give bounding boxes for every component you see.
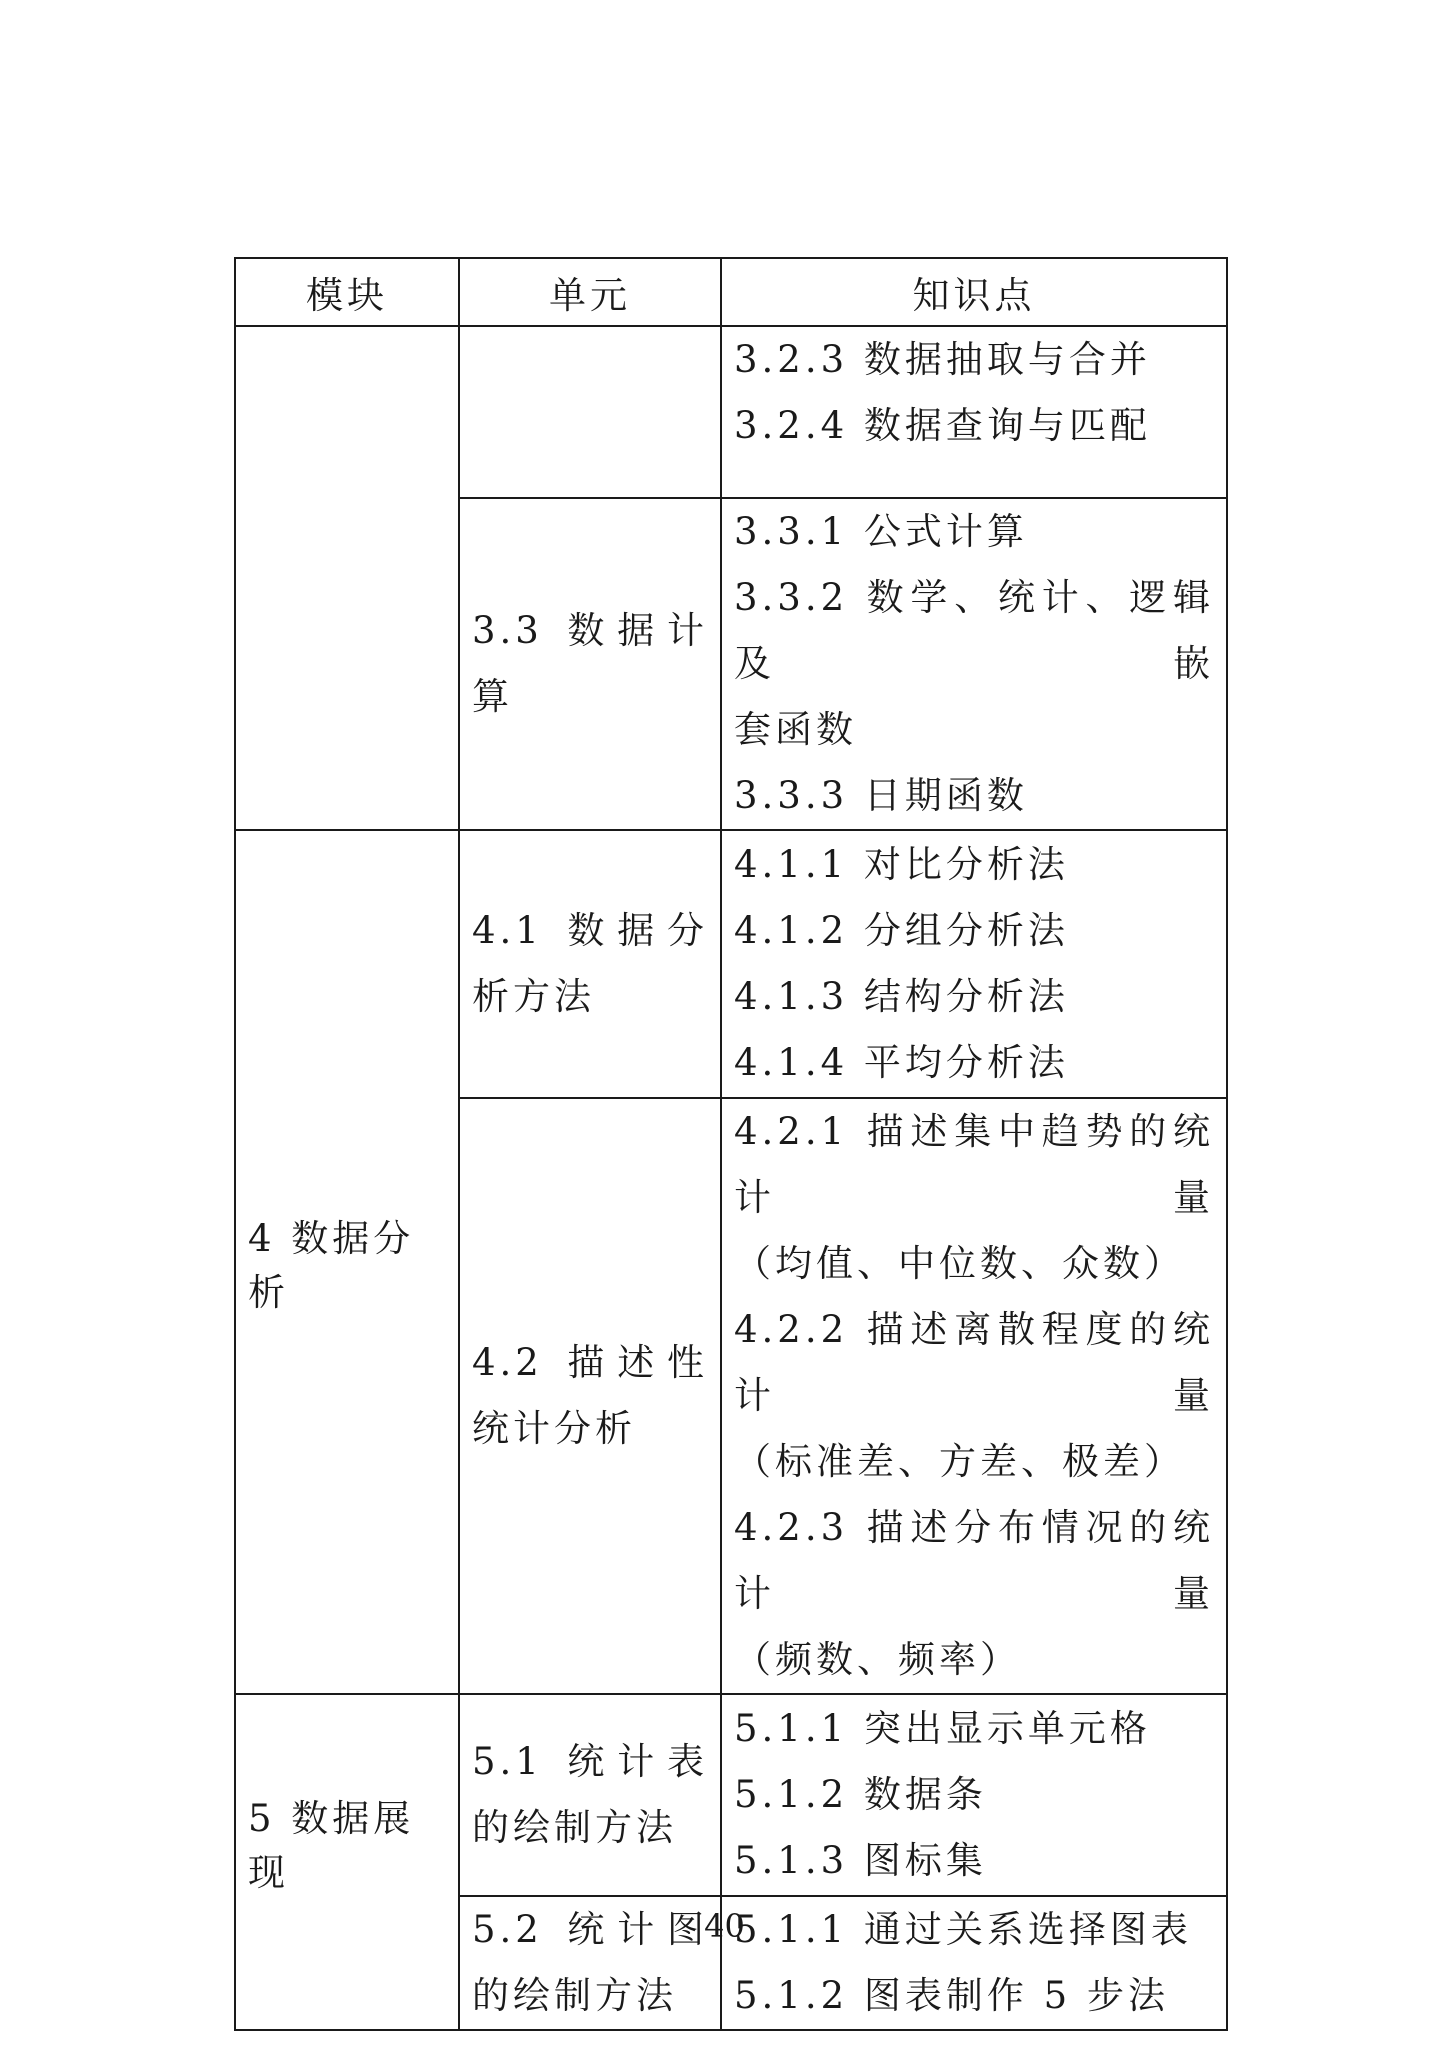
- header-module: 模块: [235, 258, 459, 326]
- knowledge-cell: [721, 326, 1227, 498]
- knowledge-item: 3.3.2 数学、统计、逻辑及嵌: [734, 576, 1214, 685]
- unit-cell-empty: [459, 326, 721, 498]
- knowledge-item: 3.3.3 日期函数: [734, 774, 1028, 817]
- table-row: [235, 830, 1227, 1098]
- unit-cell: 4.1 数据分析方法: [459, 830, 721, 1098]
- knowledge-item: 3.2.4 数据查询与匹配: [734, 404, 1151, 447]
- knowledge-item: 5.1.2 图表制作 5 步法: [734, 1974, 1169, 2017]
- header-unit: 单元: [459, 258, 721, 326]
- knowledge-item: 3.2.3 数据抽取与合并: [734, 338, 1151, 381]
- unit-cell: 3.3 数据计算: [459, 498, 721, 830]
- knowledge-item: 套函数: [734, 708, 857, 751]
- knowledge-item: 5.1.2 数据条: [734, 1773, 987, 1816]
- unit-cell: 4.2 描述性统计分析: [459, 1098, 721, 1694]
- knowledge-item: （均值、中位数、众数）: [734, 1242, 1185, 1285]
- unit-cell: 5.2 统计图的绘制方法: [459, 1896, 721, 2030]
- knowledge-item: 4.2.3 描述分布情况的统计量: [734, 1506, 1214, 1615]
- module-cell-empty: [235, 326, 459, 830]
- knowledge-item: （频数、频率）: [734, 1638, 1021, 1681]
- header-knowledge: 知识点: [721, 258, 1227, 326]
- knowledge-item: 4.2.1 描述集中趋势的统计量: [734, 1110, 1214, 1219]
- curriculum-table: [234, 257, 1228, 2031]
- knowledge-item: 4.2.2 描述离散程度的统计量: [734, 1308, 1214, 1417]
- knowledge-item: 5.1.1 突出显示单元格: [734, 1707, 1151, 1750]
- knowledge-item: 4.1.4 平均分析法: [734, 1041, 1069, 1084]
- module-cell: 4 数据分析: [235, 830, 459, 1694]
- knowledge-cell: [721, 1098, 1227, 1694]
- table-row: [235, 1694, 1227, 1896]
- knowledge-item: （标准差、方差、极差）: [734, 1440, 1185, 1483]
- knowledge-item: 3.3.1 公式计算: [734, 510, 1028, 553]
- unit-cell: 5.1 统计表的绘制方法: [459, 1694, 721, 1896]
- knowledge-item: 4.1.2 分组分析法: [734, 909, 1069, 952]
- header-row: [235, 258, 1227, 326]
- knowledge-cell: [721, 1694, 1227, 1896]
- knowledge-cell: [721, 830, 1227, 1098]
- page-number: 40: [704, 1907, 745, 1945]
- knowledge-item: 5.1.1 通过关系选择图表: [734, 1908, 1192, 1951]
- module-cell: 5 数据展现: [235, 1694, 459, 2030]
- knowledge-item: 4.1.1 对比分析法: [734, 843, 1069, 886]
- knowledge-item: 4.1.3 结构分析法: [734, 975, 1069, 1018]
- knowledge-item: 5.1.3 图标集: [734, 1839, 987, 1882]
- table-row: [235, 326, 1227, 498]
- knowledge-cell: [721, 498, 1227, 830]
